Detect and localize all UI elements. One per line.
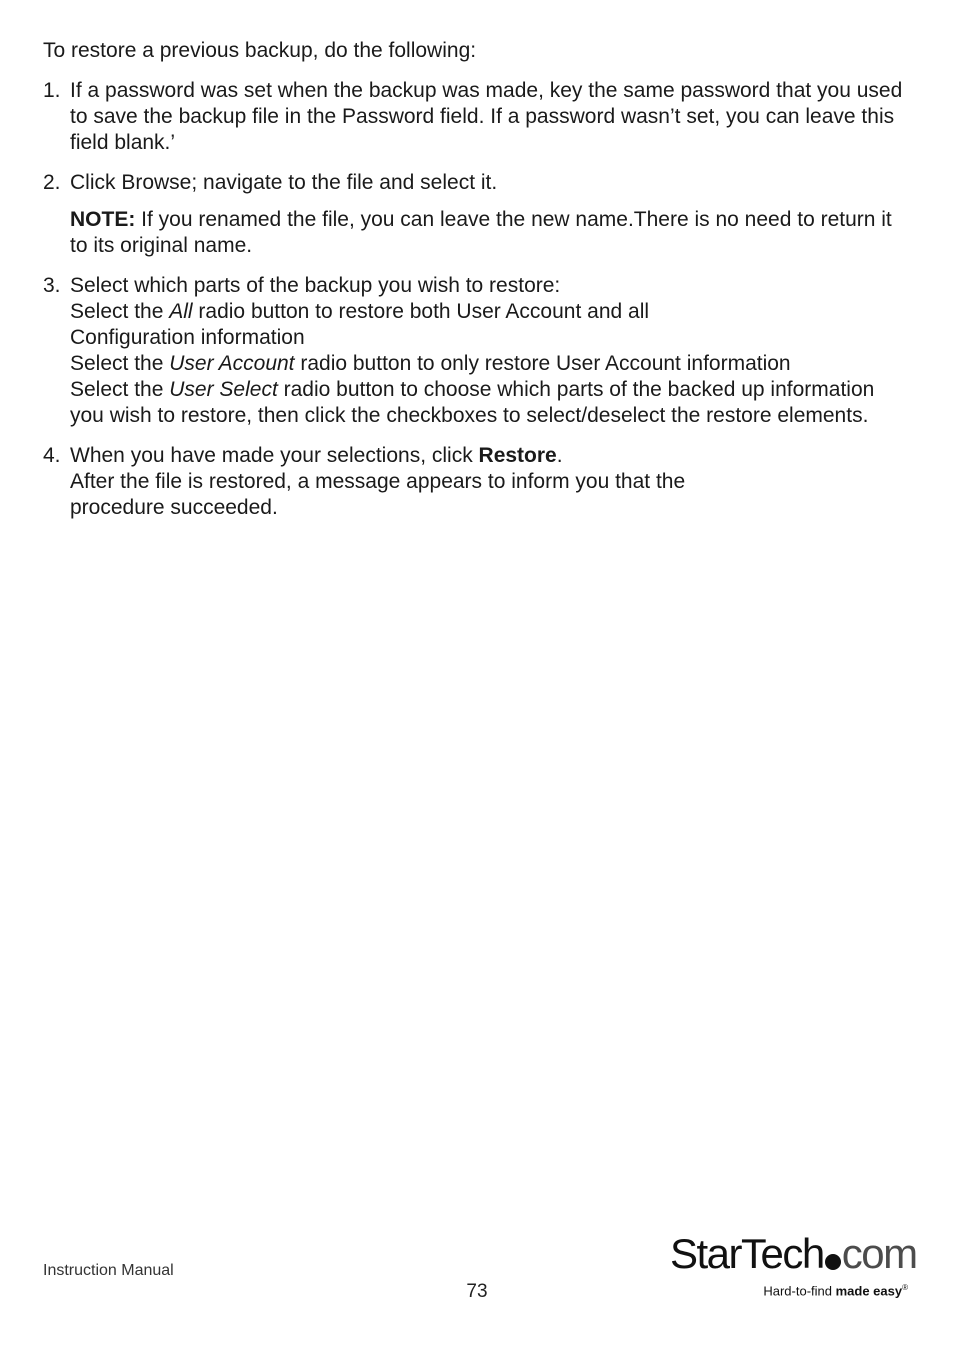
step-number: 1. (43, 79, 61, 102)
step-number: 2. (43, 171, 61, 194)
logo-domain: com (841, 1230, 917, 1277)
step-text: Click Browse; navigate to the file and select it. (70, 171, 498, 194)
logo-wordmark (670, 1228, 917, 1280)
registered-mark: ® (902, 1283, 908, 1292)
step-text-prefix: When you have made your selections, click (70, 444, 479, 467)
note-text: If you renamed the file, you can leave the new name.There is no need to return it to its original name. (70, 208, 892, 257)
step-1 (43, 78, 913, 156)
logo-tagline (763, 1283, 908, 1298)
step-3 (43, 273, 913, 429)
option-name: User Select (169, 378, 278, 401)
option-all (70, 299, 710, 351)
step-text: Select which parts of the backup you wish to restore: (70, 274, 561, 297)
option-prefix: Select the (70, 300, 170, 323)
option-user-account (70, 351, 913, 377)
option-description: radio button to only restore User Account information (294, 352, 791, 375)
option-name: All (169, 300, 193, 323)
step-2 (43, 170, 913, 259)
step-number: 4. (43, 444, 61, 467)
option-description: radio button to choose which parts of the backed up information you wish to restore, then click the checkboxes to select/deselect the restore elements. (70, 378, 875, 427)
step-result: After the file is restored, a message appears to inform you that the procedure succeeded. (70, 470, 686, 519)
step-text-suffix: . (556, 444, 563, 467)
option-description: radio button to restore both User Account and all Configuration information (70, 300, 650, 349)
steps-list (43, 78, 913, 521)
restore-label: Restore (478, 444, 557, 467)
option-prefix: Select the (70, 352, 170, 375)
option-user-select (70, 377, 913, 429)
step-text (70, 443, 913, 469)
note-label: NOTE: (70, 208, 136, 231)
step-number: 3. (43, 274, 61, 297)
intro-text: To restore a previous backup, do the following: (43, 39, 477, 62)
logo-dot-icon (825, 1254, 841, 1270)
note (70, 207, 913, 259)
tagline-part-b: made easy (835, 1283, 903, 1299)
page-content (43, 38, 913, 535)
step-4 (43, 443, 913, 521)
tagline-part-a: Hard-to-find (763, 1283, 836, 1299)
option-prefix: Select the (70, 378, 170, 401)
step-text: If a password was set when the backup was made, key the same password that you used to save the backup file in the Password field. If a password wasn’t set, you can leave this field blank.’ (70, 79, 903, 154)
option-name: User Account (169, 352, 295, 375)
logo-name: StarTech (670, 1230, 824, 1277)
footer-manual-label: Instruction Manual (43, 1262, 174, 1279)
page-number: 73 (466, 1281, 488, 1302)
startech-logo (670, 1228, 917, 1304)
